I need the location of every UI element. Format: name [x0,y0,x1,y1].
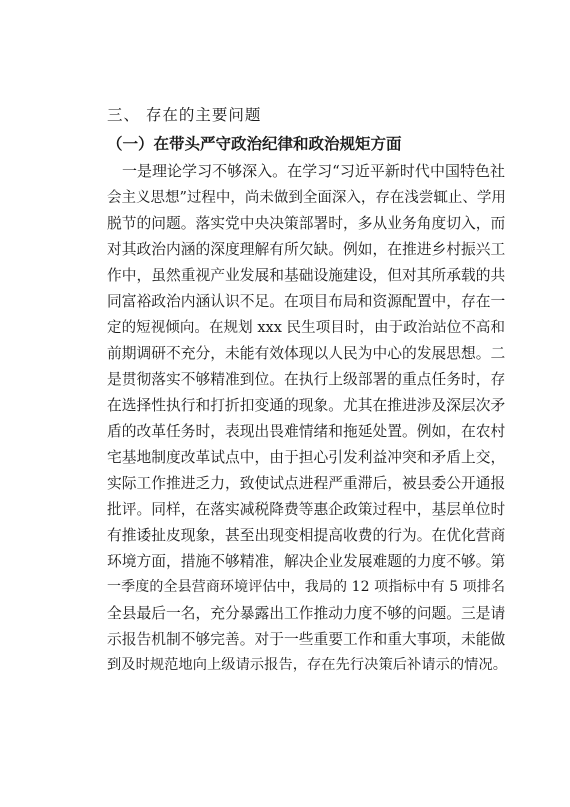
paragraph-line: 在选择性执行和打折扣变通的现象。尤其在推进涉及深层次矛 [107,397,506,414]
paragraph-line: 有推诿扯皮现象，甚至出现变相提高收费的行为。在优化营商 [107,527,506,544]
subsection-heading: （一）在带头严守政治纪律和政治规矩方面 [107,134,402,153]
paragraph-line: 一季度的全县营商环境评估中，我局的 12 项指标中有 5 项排名 [107,579,505,595]
paragraph-line: 是贯彻落实不够精准到位。在执行上级部署的重点任务时，存 [107,371,506,388]
paragraph-line: 批评。同样，在落实减税降费等惠企政策过程中，基层单位时 [107,501,506,518]
paragraph-line: 宅基地制度改革试点中，由于担心引发利益冲突和矛盾上交， [107,449,506,466]
section-heading: 三、 存在的主要问题 [107,106,262,124]
paragraph-line: 一是理论学习不够深入。在学习“习近平新时代中国特色社 [122,162,505,180]
paragraph-line: 脱节的问题。落实党中央决策部署时，多从业务角度切入，而 [107,215,506,232]
paragraph-line: 示报告机制不够完善。对于一些重要工作和重大事项，未能做 [107,631,506,648]
paragraph-line: 实际工作推进乏力，致使试点进程严重滞后，被县委公开通报 [107,475,506,492]
paragraph-line: 环境方面，措施不够精准，解决企业发展难题的力度不够。第 [107,553,506,570]
paragraph-line: 会主义思想”过程中，尚未做到全面深入，存在浅尝辄止、学用 [107,190,506,206]
paragraph-line: 盾的改革任务时，表现出畏难情绪和拖延处置。例如，在农村 [107,423,506,440]
paragraph-line: 到及时规范地向上级请示报告，存在先行决策后补请示的情况。 [107,657,507,673]
paragraph-line: 同富裕政治内涵认识不足。在项目布局和资源配置中，存在一 [107,293,506,310]
paragraph-line: 前期调研不充分，未能有效体现以人民为中心的发展思想。二 [107,345,506,362]
paragraph-line: 对其政治内涵的深度理解有所欠缺。例如，在推进乡村振兴工 [107,241,506,258]
paragraph-line: 作中，虽然重视产业发展和基础设施建设，但对其所承载的共 [107,267,506,284]
paragraph-line: 全县最后一名，充分暴露出工作推动力度不够的问题。三是请 [107,605,506,622]
paragraph-line: 定的短视倾向。在规划 xxx 民生项目时，由于政治站位不高和 [107,320,505,336]
